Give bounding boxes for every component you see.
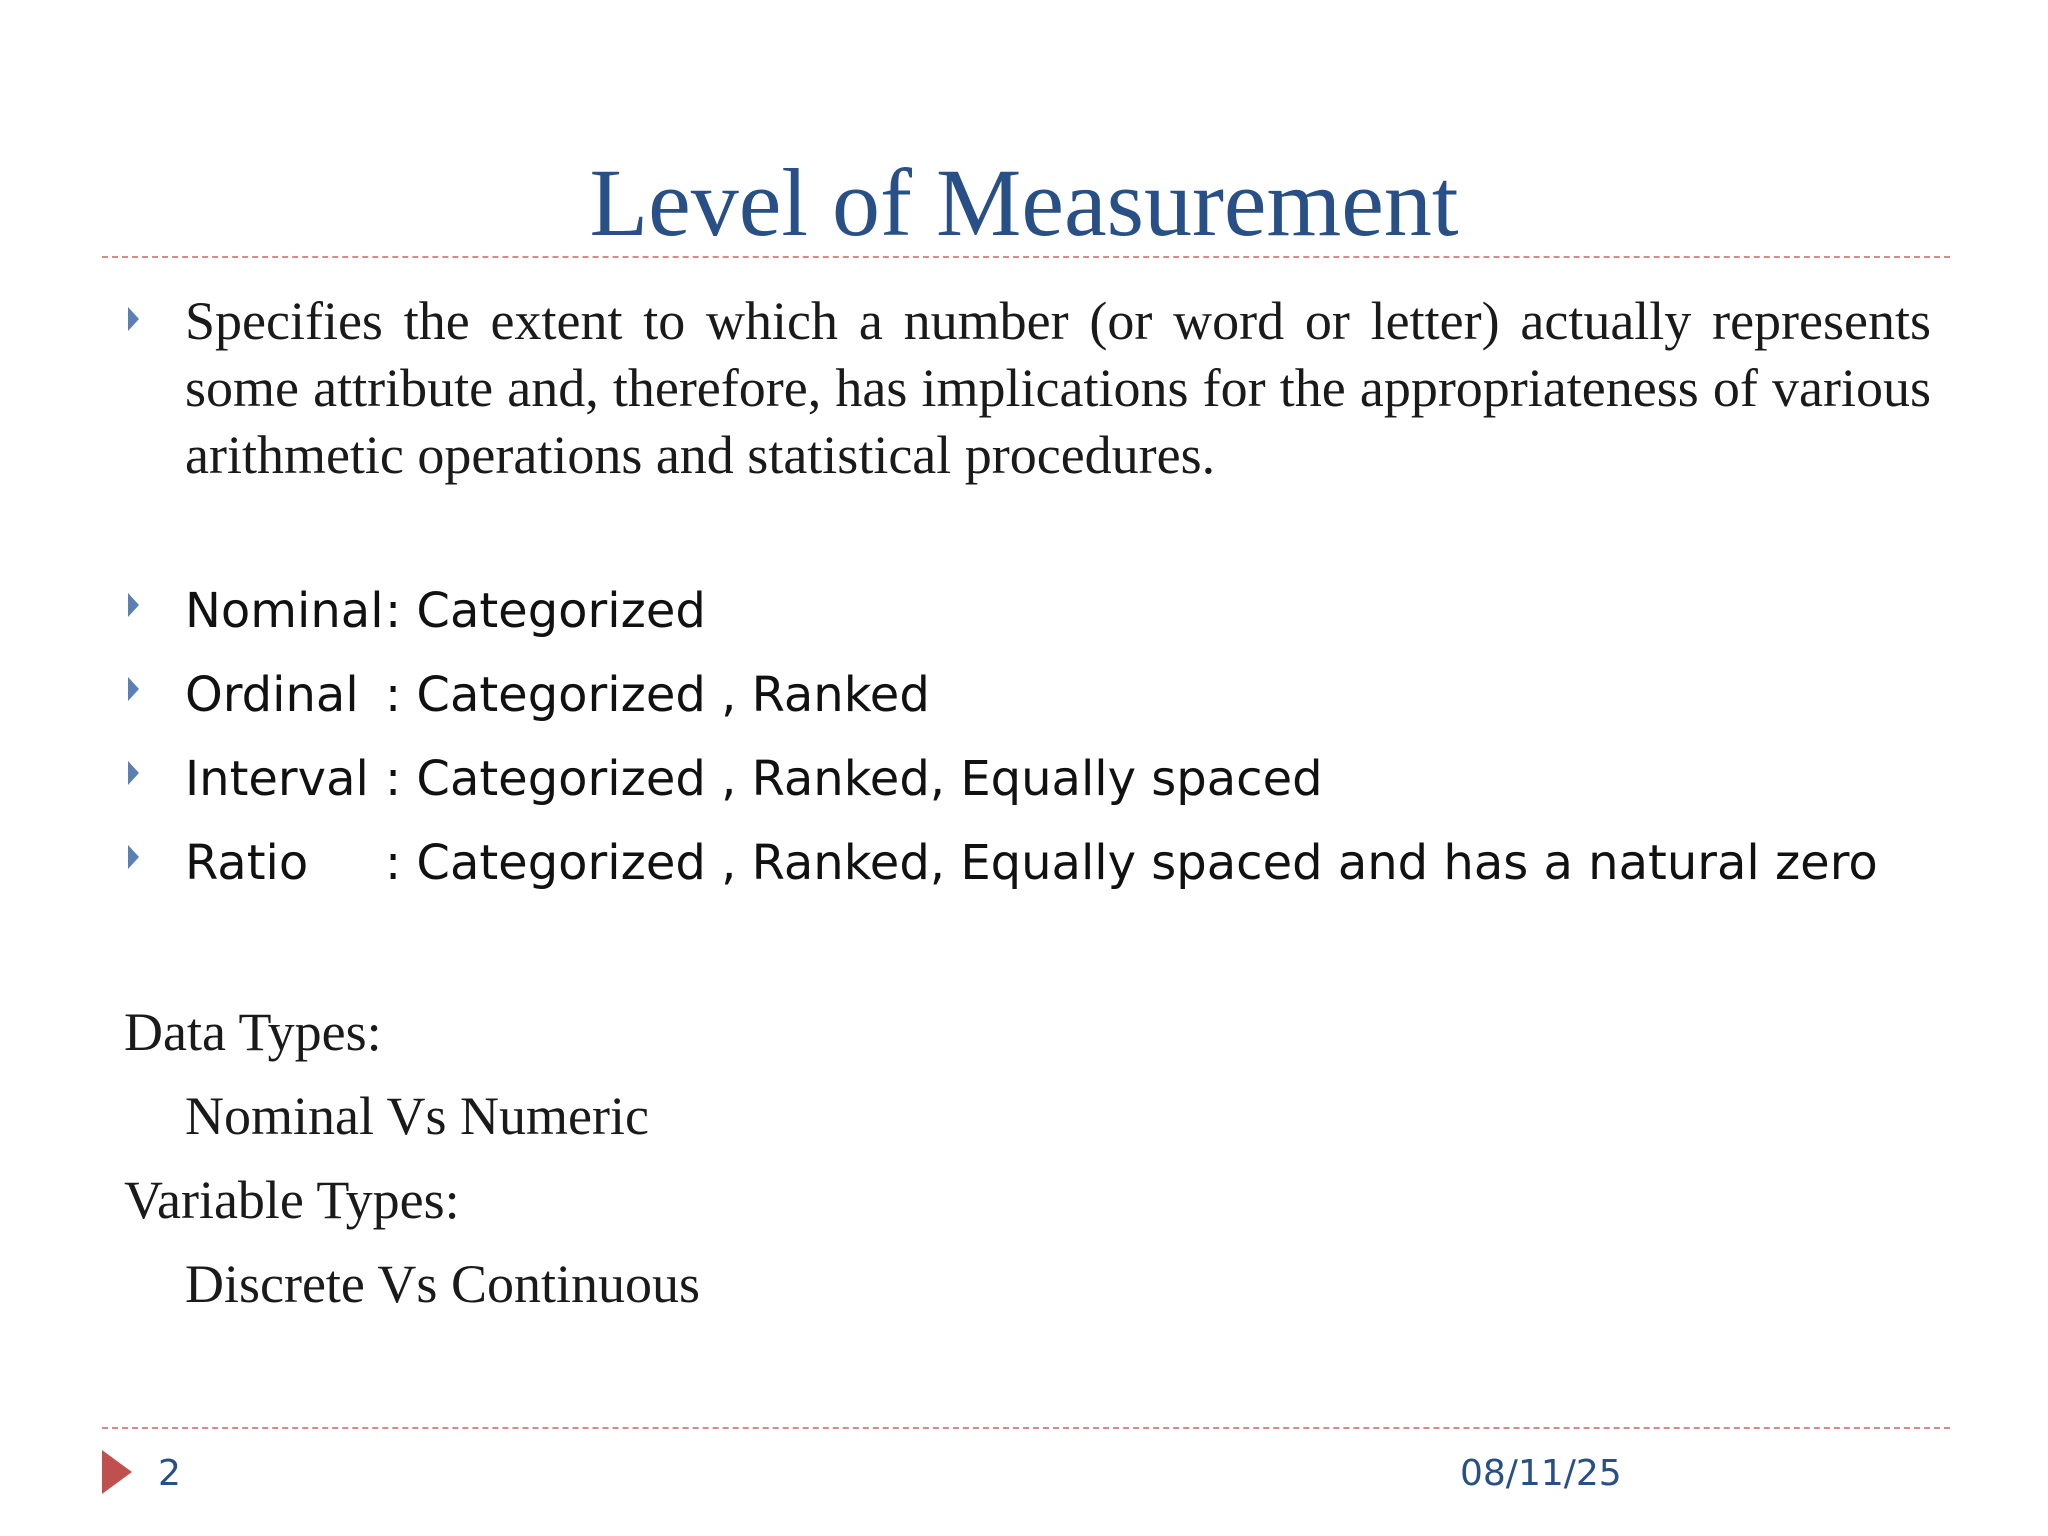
level-item-interval xyxy=(185,747,1323,811)
footer-divider xyxy=(102,1427,1950,1429)
title-divider xyxy=(102,256,1950,258)
intro-paragraph: Specifies the extent to which a number (or word or letter) actually represents some attribute and, therefore, has implications for the appropriateness of various arithmetic operations and statistical procedures. xyxy=(185,291,1931,485)
level-item-ratio xyxy=(185,831,1878,895)
level-desc: : Categorized , Ranked, Equally spaced xyxy=(385,751,1323,807)
data-types-value: Nominal Vs Numeric xyxy=(185,1086,649,1146)
variable-types-heading: Variable Types: xyxy=(124,1170,460,1230)
bullet-icon xyxy=(128,761,139,785)
slide-number: 2 xyxy=(158,1453,181,1494)
slide-title: Level of Measurement xyxy=(589,149,1459,256)
level-desc: : Categorized xyxy=(385,583,706,639)
bullet-icon xyxy=(128,845,139,869)
level-item-ordinal xyxy=(185,663,930,727)
footer-arrow-icon xyxy=(102,1450,132,1494)
bullet-icon xyxy=(128,307,139,331)
level-name: Interval xyxy=(185,751,369,807)
level-desc: : Categorized , Ranked, Equally spaced and has a natural zero xyxy=(385,835,1878,891)
bullet-icon xyxy=(128,677,139,701)
level-name: Ordinal xyxy=(185,667,359,723)
level-item-nominal xyxy=(185,579,706,643)
data-types-heading: Data Types: xyxy=(124,1002,382,1062)
bullet-icon xyxy=(128,593,139,617)
variable-types-value: Discrete Vs Continuous xyxy=(185,1254,700,1314)
slide-date: 08/11/25 xyxy=(1460,1453,1622,1494)
level-name: Nominal xyxy=(185,583,384,639)
level-name: Ratio xyxy=(185,835,309,891)
level-desc: : Categorized , Ranked xyxy=(385,667,930,723)
